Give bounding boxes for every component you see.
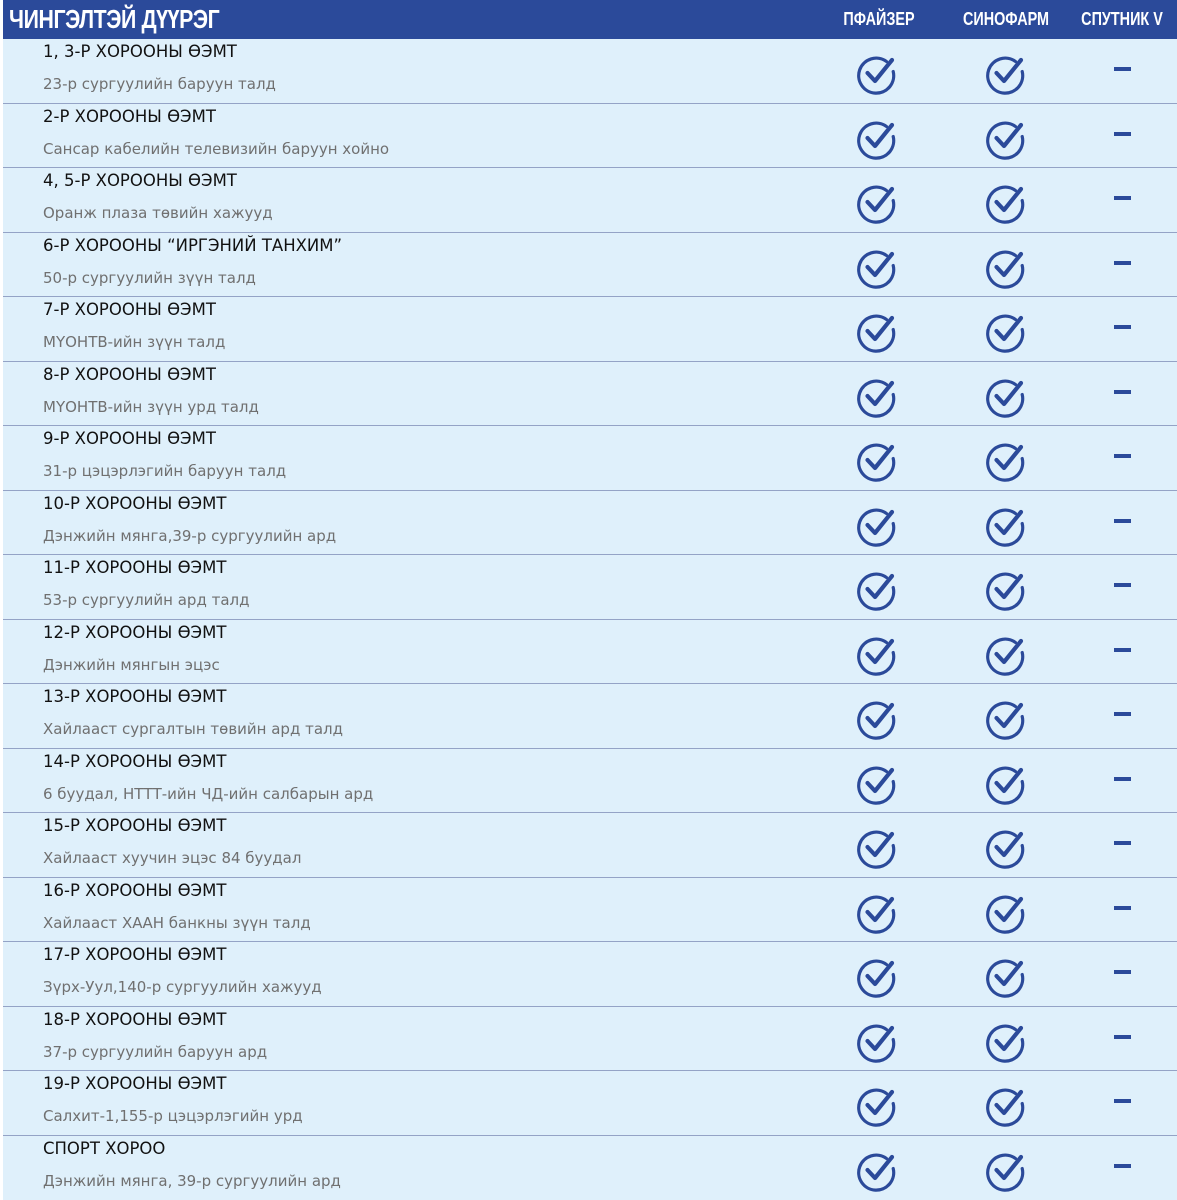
dash-icon	[1114, 648, 1131, 652]
table-row	[3, 168, 1177, 233]
check-circle-icon	[984, 311, 1026, 353]
check-circle-icon	[984, 118, 1026, 160]
table-row	[3, 491, 1177, 556]
site-name: 11-Р ХОРООНЫ ӨЭМТ	[43, 558, 227, 577]
site-name: 15-Р ХОРООНЫ ӨЭМТ	[43, 816, 227, 835]
dash-icon	[1114, 970, 1131, 974]
check-circle-icon	[855, 763, 897, 805]
site-location: 37-р сургуулийн баруун ард	[43, 1042, 268, 1061]
check-circle-icon	[984, 247, 1026, 289]
column-header-pfizer: ПФАЙЗЕР	[843, 9, 915, 29]
check-circle-icon	[984, 505, 1026, 547]
site-name: 8-Р ХОРООНЫ ӨЭМТ	[43, 364, 216, 384]
check-circle-icon	[984, 1150, 1026, 1192]
check-circle-icon	[855, 569, 897, 611]
table-row	[3, 684, 1177, 749]
dash-icon	[1114, 454, 1131, 458]
check-circle-icon	[984, 892, 1026, 934]
check-circle-icon	[855, 1150, 897, 1192]
site-location: Зүрх-Уул,140-р сургуулийн хажууд	[43, 978, 322, 996]
site-location: 53-р сургуулийн ард талд	[43, 591, 250, 609]
check-circle-icon	[855, 118, 897, 160]
dash-icon	[1114, 390, 1131, 394]
check-circle-icon	[984, 1021, 1026, 1063]
check-circle-icon	[855, 440, 897, 482]
check-circle-icon	[984, 53, 1026, 95]
site-location: МҮОНТВ-ийн зүүн талд	[43, 333, 226, 351]
site-name: 13-Р ХОРООНЫ ӨЭМТ	[43, 687, 227, 706]
site-name: 4, 5-Р ХОРООНЫ ӨЭМТ	[43, 171, 237, 190]
check-circle-icon	[984, 956, 1026, 998]
table-row	[3, 749, 1177, 814]
site-name: 17-Р ХОРООНЫ ӨЭМТ	[43, 945, 227, 964]
table-row	[3, 1007, 1177, 1072]
check-circle-icon	[855, 1021, 897, 1063]
table-row	[3, 620, 1177, 685]
table-row	[3, 1136, 1177, 1200]
table-row	[3, 104, 1177, 169]
dash-icon	[1114, 841, 1131, 845]
check-circle-icon	[984, 440, 1026, 482]
check-circle-icon	[984, 1085, 1026, 1127]
site-location: Сансар кабелийн телевизийн баруун хойно	[43, 139, 390, 158]
site-name: 2-Р ХОРООНЫ ӨЭМТ	[43, 106, 216, 126]
site-name: 19-Р ХОРООНЫ ӨЭМТ	[43, 1074, 227, 1093]
site-name: 1, 3-Р ХОРООНЫ ӨЭМТ	[43, 42, 237, 61]
vaccination-site-list	[3, 39, 1177, 1200]
site-name: 14-Р ХОРООНЫ ӨЭМТ	[43, 751, 227, 771]
table-row	[3, 942, 1177, 1007]
district-title: ЧИНГЭЛТЭЙ ДҮҮРЭГ	[9, 4, 220, 34]
dash-icon	[1114, 777, 1131, 781]
dash-icon	[1114, 1099, 1131, 1103]
column-header-sputnik: СПУТНИК V	[1081, 9, 1163, 29]
site-name: 10-Р ХОРООНЫ ӨЭМТ	[43, 493, 227, 513]
table-row	[3, 426, 1177, 491]
check-circle-icon	[984, 569, 1026, 611]
column-header-sinopharm: СИНОФАРМ	[962, 9, 1050, 29]
site-location: МҮОНТВ-ийн зүүн урд талд	[43, 397, 259, 416]
table-row	[3, 297, 1177, 362]
check-circle-icon	[855, 182, 897, 224]
site-name: 16-Р ХОРООНЫ ӨЭМТ	[43, 880, 227, 900]
site-location: Хайлааст ХААН банкны зүүн талд	[43, 913, 311, 932]
table-row	[3, 362, 1177, 427]
check-circle-icon	[984, 827, 1026, 869]
site-location: Оранж плаза төвийн хажууд	[43, 204, 273, 222]
check-circle-icon	[855, 505, 897, 547]
check-circle-icon	[855, 827, 897, 869]
check-circle-icon	[984, 763, 1026, 805]
site-location: Дэнжийн мянга,39-р сургуулийн ард	[43, 526, 337, 545]
table-row	[3, 813, 1177, 878]
site-location: 50-р сургуулийн зүүн талд	[43, 268, 256, 287]
check-circle-icon	[855, 956, 897, 998]
site-name: 7-Р ХОРООНЫ ӨЭМТ	[43, 300, 216, 319]
dash-icon	[1114, 906, 1131, 910]
table-header	[3, 0, 1177, 39]
check-circle-icon	[855, 53, 897, 95]
site-location: Дэнжийн мянгын эцэс	[43, 655, 220, 674]
table-row	[3, 555, 1177, 620]
site-name: 18-Р ХОРООНЫ ӨЭМТ	[43, 1009, 227, 1029]
check-circle-icon	[984, 634, 1026, 676]
site-location: Салхит-1,155-р цэцэрлэгийн урд	[43, 1107, 303, 1125]
dash-icon	[1114, 519, 1131, 523]
table-row	[3, 39, 1177, 104]
site-location: Хайлааст сургалтын төвийн ард талд	[43, 720, 343, 738]
dash-icon	[1114, 712, 1131, 716]
dash-icon	[1114, 132, 1131, 136]
site-location: 31-р цэцэрлэгийн баруун талд	[43, 462, 287, 480]
site-location: Дэнжийн мянга, 39-р сургуулийн ард	[43, 1171, 341, 1190]
check-circle-icon	[855, 376, 897, 418]
table-row	[3, 1071, 1177, 1136]
site-name: 12-Р ХОРООНЫ ӨЭМТ	[43, 622, 227, 642]
dash-icon	[1114, 1035, 1131, 1039]
check-circle-icon	[855, 634, 897, 676]
dash-icon	[1114, 1164, 1131, 1168]
site-name: 6-Р ХОРООНЫ “ИРГЭНИЙ ТАНХИМ”	[43, 235, 343, 255]
dash-icon	[1114, 261, 1131, 265]
site-location: 6 буудал, НТТТ-ийн ЧД-ийн салбарын ард	[43, 784, 374, 803]
check-circle-icon	[855, 1085, 897, 1127]
check-circle-icon	[984, 376, 1026, 418]
site-location: Хайлааст хуучин эцэс 84 буудал	[43, 849, 302, 867]
check-circle-icon	[855, 892, 897, 934]
check-circle-icon	[984, 698, 1026, 740]
site-name: СПОРТ ХОРОО	[43, 1138, 166, 1158]
table-row	[3, 878, 1177, 943]
check-circle-icon	[984, 182, 1026, 224]
dash-icon	[1114, 325, 1131, 329]
site-location: 23-р сургуулийн баруун талд	[43, 75, 276, 93]
site-name: 9-Р ХОРООНЫ ӨЭМТ	[43, 429, 216, 448]
dash-icon	[1114, 67, 1131, 71]
dash-icon	[1114, 583, 1131, 587]
check-circle-icon	[855, 311, 897, 353]
check-circle-icon	[855, 247, 897, 289]
dash-icon	[1114, 196, 1131, 200]
table-row	[3, 233, 1177, 298]
check-circle-icon	[855, 698, 897, 740]
